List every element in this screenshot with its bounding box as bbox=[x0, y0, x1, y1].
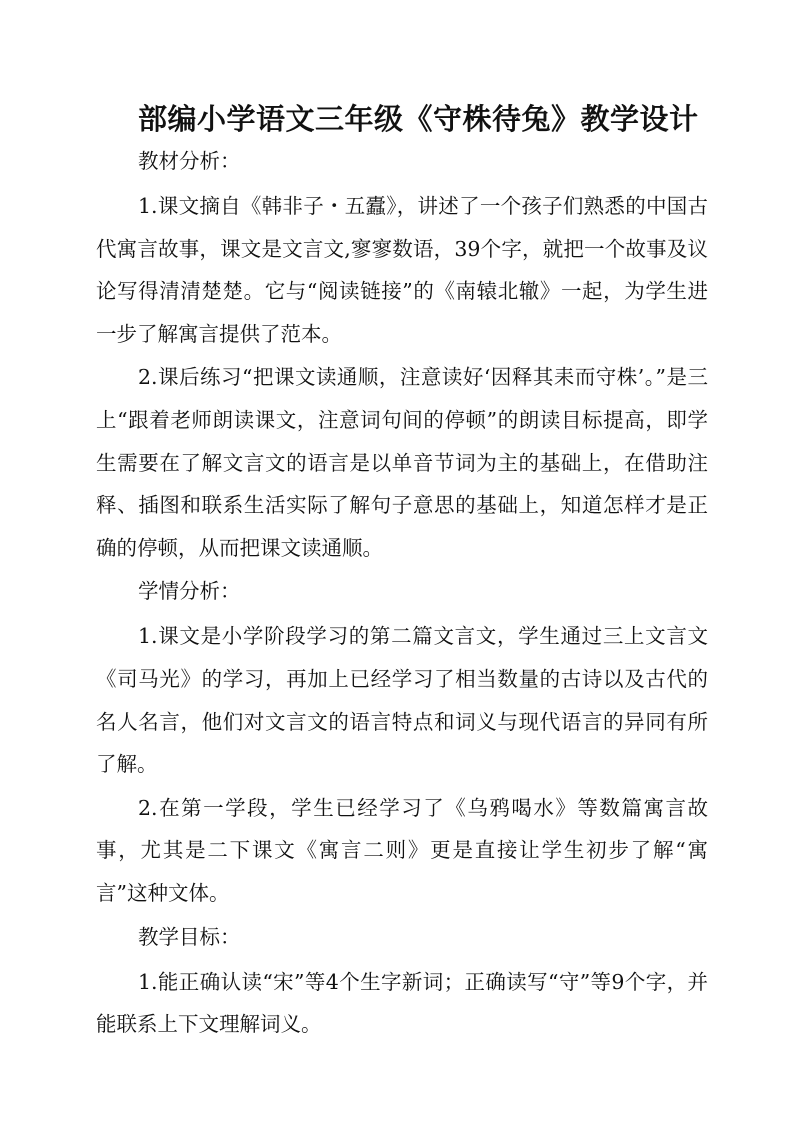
section-heading-teaching-goals: 教学目标： bbox=[138, 924, 241, 949]
paragraph-textbook-analysis-2: 2.课后练习“把课文读通顺，注意读好‘因释其耒而守株’。”是三上“跟着老师朗读课文，注意词句间的停顿”的朗读目标提高，即学生需要在了解文言文的语言是以单音节词为主的基础上，在借助注释、插图和联系生活实际了解句子意思的基础上，知道怎样才是正确的停顿，从而把课文读通顺。 bbox=[96, 365, 708, 560]
section-heading-textbook-analysis: 教材分析： bbox=[138, 149, 241, 173]
document-title: 部编小学语文三年级《守株待兔》教学设计 bbox=[138, 102, 699, 136]
section-heading-student-analysis: 学情分析： bbox=[138, 579, 241, 604]
paragraph-teaching-goals-1: 1.能正确认读“宋”等4个生字新词；正确读写“守”等9个字，并能联系上下文理解词义。 bbox=[96, 969, 708, 1037]
paragraph-student-analysis-2: 2.在第一学段，学生已经学习了《乌鸦喝水》等数篇寓言故事，尤其是二下课文《寓言二则》更是直接让学生初步了解“寓言”这种文体。 bbox=[96, 795, 708, 905]
paragraph-textbook-analysis-1: 1.课文摘自《韩非子・五蠹》，讲述了一个孩子们熟悉的中国古代寓言故事，课文是文言文,寥寥数语，39个字，就把一个故事及议论写得清清楚楚。它与“阅读链接”的《南辕北辙》一起，为学生进一步了解寓言提供了范本。 bbox=[96, 194, 708, 346]
document-page bbox=[96, 98, 708, 1046]
paragraph-student-analysis-1: 1.课文是小学阶段学习的第二篇文言文，学生通过三上文言文《司马光》的学习，再加上已经学习了相当数量的古诗以及古代的名人名言，他们对文言文的语言特点和词义与现代语言的异同有所了解。 bbox=[96, 624, 708, 777]
